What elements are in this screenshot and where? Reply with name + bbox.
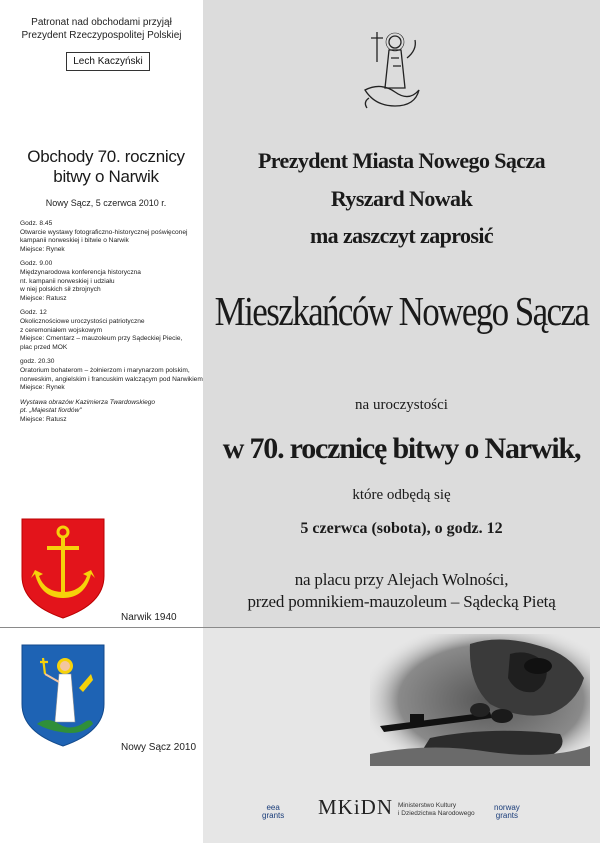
norway-grants-logo: [494, 804, 520, 820]
saint-emblem-icon: [355, 28, 423, 110]
inviter-line3: ma zaszczyt zaprosić: [309, 223, 494, 248]
ministry-line2: i Dziedzictwa Narodowego: [398, 810, 475, 817]
schedule-line: kampanii norweskiej i bitwie o Narwik: [20, 237, 129, 245]
patronage-line1: Patronat nad obchodami przyjął: [31, 17, 172, 28]
schedule: [20, 220, 210, 430]
left-title: [0, 147, 212, 187]
nowy-sacz-coat-of-arms: [21, 644, 105, 748]
narvik-coat-of-arms: [21, 518, 105, 620]
mkidn-logo: MKiDN: [318, 795, 394, 819]
divider: [0, 627, 600, 628]
schedule-line: Międzynarodowa konferencja historyczna: [20, 268, 141, 276]
schedule-line: Oratorium bohaterom – żołnierzom i marynarzom polskim,: [20, 366, 190, 374]
eea-logo-line2: grants: [262, 811, 285, 820]
patron-name-box: Lech Kaczyński: [66, 52, 150, 71]
schedule-line: nt. kampanii norweskiej i udziału: [20, 277, 115, 285]
schedule-time: godz. 20.30: [20, 358, 55, 366]
soldiers-photo: [370, 634, 590, 766]
schedule-line: norweskim, angielskim i francuskim walczącym pod Narwikiem: [20, 375, 203, 383]
schedule-line: Wystawa obrazów Kazimierza Twardowskiego: [20, 398, 156, 406]
schedule-line: Okolicznościowe uroczystości patriotyczne: [20, 317, 145, 325]
schedule-time: Godz. 9.00: [20, 260, 53, 268]
ministry-name: [398, 802, 475, 818]
schedule-entry: [20, 309, 210, 352]
eea-logo-line1: eea: [266, 803, 280, 812]
nowy-sacz-label: Nowy Sącz 2010: [121, 742, 197, 753]
schedule-entry: [20, 220, 210, 254]
left-title-line2: bitwy o Narwik: [53, 167, 159, 186]
schedule-entry: [20, 260, 210, 303]
schedule-line: Miejsce: Ratusz: [20, 415, 67, 423]
inviter-line2: Ryszard Nowak: [330, 186, 473, 211]
schedule-entry: [20, 358, 210, 392]
schedule-line: plac przed MOK: [20, 343, 68, 351]
event-intro: które odbędą się: [352, 487, 451, 503]
schedule-line: pt. „Majestat fiordów": [20, 407, 82, 415]
event-place-line2: przed pomnikiem-mauzoleum – Sądecką Pietą: [247, 592, 556, 611]
patronage-line2: Prezydent Rzeczypospolitej Polskiej: [21, 30, 182, 41]
patronage-text: [0, 16, 203, 42]
norway-logo-line2: grants: [495, 811, 519, 820]
event-place-line1: na placu przy Alejach Wolności,: [294, 570, 509, 589]
schedule-line: Miejsce: Rynek: [20, 245, 65, 253]
schedule-line: Otwarcie wystawy fotograficzno-historycznej poświęconej: [20, 228, 188, 236]
schedule-entry: [20, 399, 210, 425]
schedule-line: Miejsce: Ratusz: [20, 294, 67, 302]
left-title-line1: Obchody 70. rocznicy: [27, 147, 185, 166]
eea-grants-logo: [262, 804, 284, 820]
guests-heading: Mieszkańców Nowego Sącza: [214, 288, 589, 335]
place-date: Nowy Sącz, 5 czerwca 2010 r.: [45, 198, 167, 208]
inviter-line1: Prezydent Miasta Nowego Sącza: [257, 148, 546, 173]
schedule-time: Godz. 8.45: [20, 220, 53, 227]
schedule-time: Godz. 12: [20, 309, 47, 317]
schedule-line: Miejsce: Cmentarz – mauzoleum przy Sądeckiej Piecie,: [20, 335, 183, 343]
schedule-line: Miejsce: Rynek: [20, 384, 65, 392]
event-heading: w 70. rocznicę bitwy o Narwik,: [222, 432, 581, 465]
occasion-intro: na uroczystości: [355, 397, 448, 413]
narvik-label: Narwik 1940: [121, 612, 177, 623]
ministry-line1: Ministerstwo Kultury: [398, 802, 457, 809]
event-date: 5 czerwca (sobota), o godz. 12: [300, 520, 503, 537]
norway-logo-line1: norway: [494, 803, 520, 812]
schedule-line: w niej polskich sił zbrojnych: [20, 286, 101, 294]
schedule-line: z ceremoniałem wojskowym: [20, 326, 103, 334]
